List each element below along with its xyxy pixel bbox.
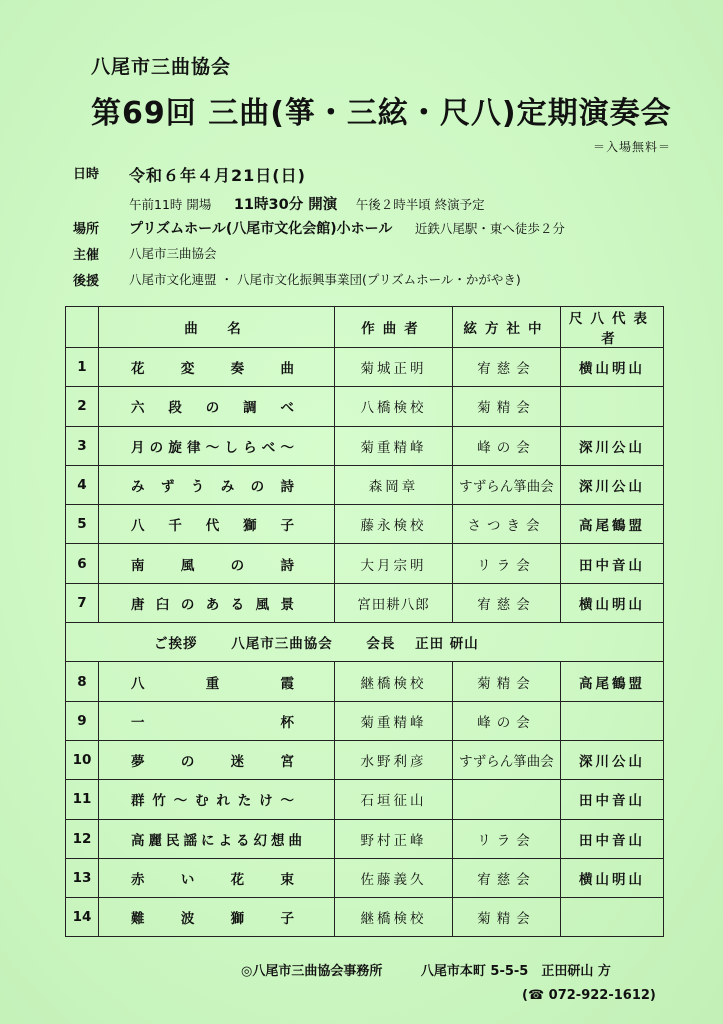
row-number: 12: [66, 819, 99, 858]
koto-group: 宥慈会: [453, 348, 561, 387]
koto-group: 菊精会: [453, 898, 561, 937]
table-row: [66, 583, 664, 622]
piece-cell: [99, 858, 335, 897]
admission-note: ＝入場無料＝: [592, 140, 671, 154]
shakuhachi-rep: 深川公山: [561, 426, 664, 465]
shakuhachi-rep: 深川公山: [561, 740, 664, 779]
table-row: [66, 898, 664, 937]
greeting-org: 八尾市三曲協会: [231, 636, 333, 653]
date-label: 日時: [73, 167, 100, 182]
shakuhachi-rep: 横山明山: [561, 858, 664, 897]
piece-cell: [99, 780, 335, 819]
venue-line: [129, 218, 565, 238]
shakuhachi-rep: 高尾鶴盟: [561, 505, 664, 544]
shakuhachi-rep: [561, 701, 664, 740]
table-row: [66, 348, 664, 387]
composer: 藤永検校: [335, 505, 453, 544]
row-number: 3: [66, 426, 99, 465]
koto-group: すずらん箏曲会: [453, 740, 561, 779]
piece-cell: [99, 465, 335, 504]
piece-cell: [99, 819, 335, 858]
piece-title: 唐臼のある風景: [131, 596, 294, 613]
piece-cell: [99, 387, 335, 426]
office-name: ◎八尾市三曲協会事務所: [241, 964, 383, 979]
host-label: 主催: [73, 248, 100, 263]
piece-title: 月の旋律～しらべ～: [131, 439, 294, 456]
piece-cell: [99, 505, 335, 544]
shakuhachi-rep: [561, 898, 664, 937]
composer: 石垣征山: [335, 780, 453, 819]
koto-group: すずらん箏曲会: [453, 465, 561, 504]
greeting-cell: [66, 623, 664, 662]
shakuhachi-rep: 高尾鶴盟: [561, 662, 664, 701]
concert-title: 第69回 三曲(箏・三絃・尺八)定期演奏会: [91, 96, 672, 131]
composer: 水野利彦: [335, 740, 453, 779]
table-header-row: [66, 307, 664, 348]
piece-title: 高麗民謡による幻想曲: [131, 832, 302, 849]
support-label: 後援: [73, 274, 100, 289]
table-row: [66, 780, 664, 819]
piece-cell: [99, 426, 335, 465]
koto-group: 菊精会: [453, 387, 561, 426]
koto-group: リラ会: [453, 544, 561, 583]
composer: 八橋検校: [335, 387, 453, 426]
composer: 継橋検校: [335, 662, 453, 701]
phone-number: (☎ 072-922-1612): [522, 988, 656, 1003]
koto-group: 宥慈会: [453, 583, 561, 622]
program-table: [65, 306, 664, 937]
piece-cell: [99, 348, 335, 387]
support-orgs: 八尾市文化連盟 ・ 八尾市文化振興事業団(プリズムホール・かがやき): [129, 272, 521, 287]
table-row: [66, 544, 664, 583]
table-row: [66, 662, 664, 701]
header-shakuhachi: 尺八代表者: [561, 307, 664, 348]
header-koto: 絃方社中: [453, 307, 561, 348]
koto-group: 宥慈会: [453, 858, 561, 897]
shakuhachi-rep: 深川公山: [561, 465, 664, 504]
header-no: [66, 307, 99, 348]
shakuhachi-rep: 横山明山: [561, 348, 664, 387]
row-number: 6: [66, 544, 99, 583]
piece-title: 八重霞: [131, 675, 294, 692]
shakuhachi-rep: 田中音山: [561, 780, 664, 819]
composer: 菊重精峰: [335, 701, 453, 740]
composer: 宮田耕八郎: [335, 583, 453, 622]
koto-group: 峰の会: [453, 701, 561, 740]
row-number: 11: [66, 780, 99, 819]
row-number: 4: [66, 465, 99, 504]
table-row: [66, 505, 664, 544]
composer: 菊城正明: [335, 348, 453, 387]
koto-group: リラ会: [453, 819, 561, 858]
shakuhachi-rep: 横山明山: [561, 583, 664, 622]
piece-title: 六段の調べ: [131, 400, 294, 417]
composer: 野村正峰: [335, 819, 453, 858]
organization-name: 八尾市三曲協会: [91, 56, 232, 78]
row-number: 2: [66, 387, 99, 426]
venue-label: 場所: [73, 222, 100, 237]
composer: 大月宗明: [335, 544, 453, 583]
piece-cell: [99, 662, 335, 701]
row-number: 10: [66, 740, 99, 779]
piece-cell: [99, 544, 335, 583]
piece-cell: [99, 701, 335, 740]
piece-title: 一 杯: [131, 714, 294, 731]
shakuhachi-rep: [561, 387, 664, 426]
piece-cell: [99, 583, 335, 622]
host-name: 八尾市三曲協会: [129, 246, 217, 261]
piece-title: 難波獅子: [131, 911, 294, 928]
table-row: [66, 465, 664, 504]
koto-group: さつき会: [453, 505, 561, 544]
table-row: [66, 819, 664, 858]
row-number: 5: [66, 505, 99, 544]
table-row: [66, 858, 664, 897]
piece-title: 花変奏曲: [131, 361, 294, 378]
piece-title: 赤い花束: [131, 872, 294, 888]
end-time: 午後２時半頃 終演予定: [355, 197, 485, 212]
piece-title: みずうみの詩: [131, 479, 294, 496]
open-time: 午前11時 開場: [129, 197, 212, 212]
greeting-row: [66, 623, 664, 662]
composer: 継橋検校: [335, 898, 453, 937]
venue-access: 近鉄八尾駅・東へ徒歩２分: [414, 221, 565, 236]
piece-title: 八千代獅子: [131, 518, 294, 535]
greeting-label: ご挨拶: [154, 636, 198, 653]
office-address: 八尾市本町 5-5-5 正田研山 方: [420, 964, 611, 979]
header-composer: 作曲者: [335, 307, 453, 348]
composer: 森岡章: [335, 465, 453, 504]
row-number: 8: [66, 662, 99, 701]
venue-name: プリズムホール(八尾市文化会館)小ホール: [129, 221, 393, 237]
row-number: 9: [66, 701, 99, 740]
piece-title: 夢の迷宮: [131, 754, 294, 771]
piece-cell: [99, 898, 335, 937]
table-row: [66, 387, 664, 426]
piece-cell: [99, 740, 335, 779]
row-number: 13: [66, 858, 99, 897]
greeting-role: 会長: [366, 636, 396, 653]
greeting-name: 正田 研山: [415, 636, 479, 653]
table-row: [66, 426, 664, 465]
composer: 菊重精峰: [335, 426, 453, 465]
row-number: 7: [66, 583, 99, 622]
table-row: [66, 701, 664, 740]
piece-title: 群竹～むれたけ～: [131, 793, 294, 810]
row-number: 1: [66, 348, 99, 387]
koto-group: [453, 780, 561, 819]
header-piece: 曲 名: [99, 307, 335, 348]
composer: 佐藤義久: [335, 858, 453, 897]
koto-group: 峰の会: [453, 426, 561, 465]
shakuhachi-rep: 田中音山: [561, 819, 664, 858]
shakuhachi-rep: 田中音山: [561, 544, 664, 583]
time-line: [129, 193, 485, 214]
footer-contact: [241, 960, 645, 979]
table-row: [66, 740, 664, 779]
start-time: 11時30分 開演: [233, 197, 338, 213]
piece-title: 南風の詩: [131, 557, 294, 574]
koto-group: 菊精会: [453, 662, 561, 701]
row-number: 14: [66, 898, 99, 937]
event-date: 令和６年４月21日(日): [129, 166, 306, 185]
